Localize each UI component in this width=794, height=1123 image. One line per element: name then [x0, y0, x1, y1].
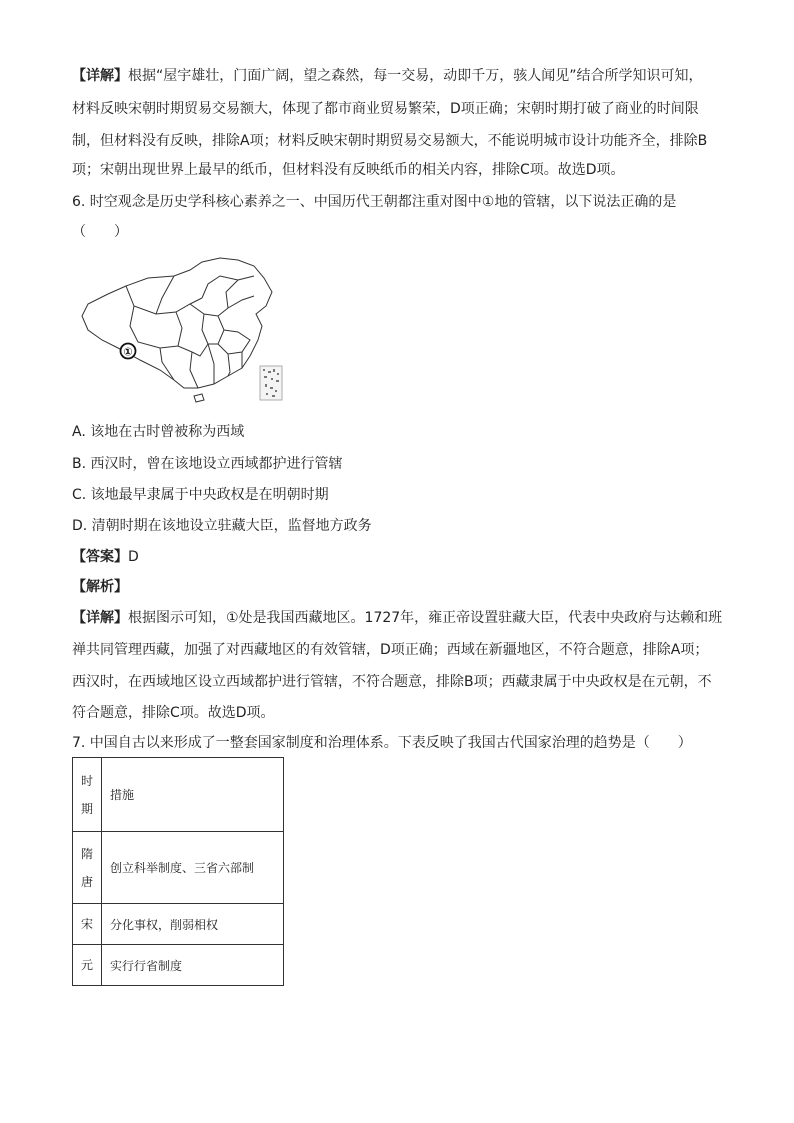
province-border	[156, 276, 174, 314]
province-border	[208, 316, 224, 344]
q6-explanation-text-1: 根据图示可知，①处是我国西藏地区。1727年，雍正帝设置驻藏大臣，代表中央政府与达赖和班	[128, 610, 723, 626]
south-china-sea-inset	[260, 366, 282, 400]
province-border	[130, 306, 192, 352]
q6-option-a: A. 该地在古时曾被称为西域	[72, 424, 245, 440]
q6-analysis-heading	[72, 577, 128, 597]
province-border	[226, 276, 254, 308]
table-row	[73, 832, 284, 904]
q6-explanation-line-3: 西汉时，在西域地区设立西域都护进行管辖，不符合题意，排除B项；西藏隶属于中央政权是在元朝，不	[72, 674, 712, 690]
q6-stem-line-1: 6. 时空观念是历史学科核心素养之一、中国历代王朝都注重对图中①地的管辖，以下说法正确的是	[72, 194, 677, 210]
q6-explanation-line-4: 符合题意，排除C项。故选D项。	[72, 705, 275, 721]
province-border	[190, 352, 198, 388]
province-border	[126, 286, 202, 314]
table-header-row	[73, 758, 284, 832]
q7-stem: 7. 中国自古以来形成了一整套国家制度和治理体系。下表反映了我国古代国家治理的趋势是（ ）	[72, 735, 692, 751]
q6-option-b: B. 西汉时，曾在该地设立西域都护进行管辖	[72, 456, 343, 472]
period-char-1: 隋	[80, 846, 93, 861]
measure-cell: 分化事权，削弱相权	[102, 904, 284, 945]
q6-answer	[72, 547, 139, 567]
measure-header-cell: 措施	[102, 758, 284, 832]
table-row	[73, 904, 284, 945]
detail-tag: 【详解】	[72, 610, 128, 626]
q6-explanation-line-2: 禅共同管理西藏，加强了对西藏地区的有效管辖，D项正确；西域在新疆地区，不符合题意，排除A项；	[72, 642, 709, 658]
period-cell: 元	[73, 945, 102, 986]
period-cell	[73, 832, 102, 904]
table-row	[73, 945, 284, 986]
period-header-char-2: 期	[80, 801, 93, 816]
map-marker-label: ①	[123, 345, 133, 359]
province-border	[208, 344, 214, 384]
china-outline	[82, 258, 272, 388]
q5-explanation-line-1	[72, 66, 703, 86]
china-map-figure	[78, 256, 290, 406]
period-char-2: 唐	[80, 874, 93, 889]
q6-option-d: D. 清朝时期在该地设立驻藏大臣，监督地方政务	[72, 518, 372, 534]
governance-measures-table	[72, 757, 284, 986]
detail-tag: 【详解】	[72, 68, 128, 84]
province-border	[228, 354, 230, 376]
q6-option-c: C. 该地最早隶属于中央政权是在明朝时期	[72, 487, 329, 503]
q5-explanation-line-3: 制，但材料没有反映，排除A项；材料反映宋朝时期贸易交易额大，不能说明城市设计功能齐全，排除B	[72, 133, 708, 149]
location-marker-1	[121, 344, 136, 359]
province-border	[176, 312, 182, 346]
q6-explanation-line-1	[72, 608, 722, 628]
q5-explanation-line-2: 材料反映宋朝时期贸易交易额大，体现了都市商业贸易繁荣，D项正确；宋朝时期打破了商业的时间限	[72, 101, 699, 117]
province-border	[202, 276, 238, 298]
answer-value: D	[128, 549, 139, 565]
q5-explanation-text-1: 根据“屋宇雄壮，门面广阔，望之森然，每一交易，动即千万，骇人闻见”结合所学知识可知，	[128, 68, 703, 84]
period-cell: 宋	[73, 904, 102, 945]
period-header-cell	[73, 758, 102, 832]
hainan-island	[194, 394, 204, 402]
analysis-tag: 【解析】	[72, 579, 128, 595]
answer-tag: 【答案】	[72, 549, 128, 565]
measure-cell: 实行行省制度	[102, 945, 284, 986]
province-border	[192, 314, 208, 356]
measure-cell: 创立科举制度、三省六部制	[102, 832, 284, 904]
q6-stem-line-2: （ ）	[72, 224, 128, 240]
q5-explanation-line-4: 项；宋朝出现世界上最早的纸币，但材料没有反映纸币的相关内容，排除C项。故选D项。	[72, 162, 625, 178]
period-header-char-1: 时	[80, 773, 93, 788]
